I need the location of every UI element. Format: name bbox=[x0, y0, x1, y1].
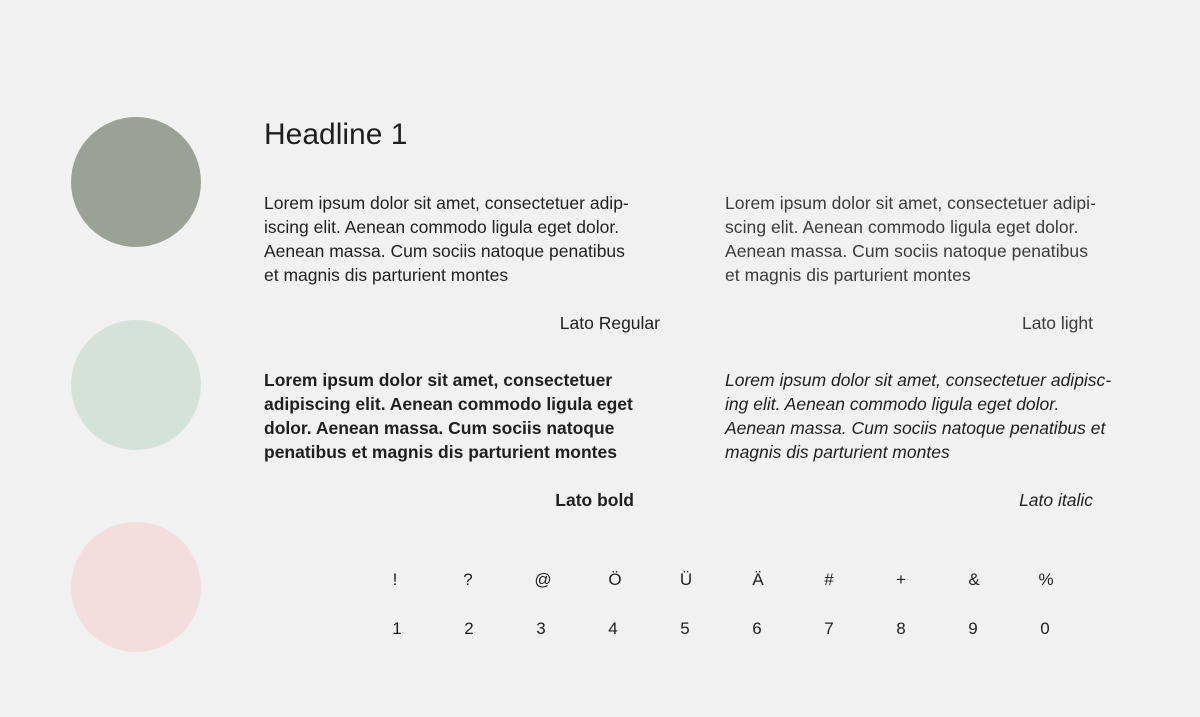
glyph-number: 6 bbox=[752, 619, 762, 638]
glyph-number: 8 bbox=[896, 619, 906, 638]
paragraph-line: Aenean massa. Cum sociis natoque penatibus bbox=[264, 241, 625, 261]
glyph-symbol: Ü bbox=[679, 570, 693, 589]
glyph-symbol: ? bbox=[463, 570, 473, 589]
paragraph-regular bbox=[264, 191, 629, 287]
paragraph-line: Aenean massa. Cum sociis natoque penatibus et bbox=[725, 418, 1106, 438]
glyph-number: 7 bbox=[824, 619, 834, 638]
color-swatch-sage bbox=[71, 117, 201, 247]
glyph-number: 2 bbox=[464, 619, 474, 638]
paragraph-light bbox=[725, 191, 1096, 287]
headline: Headline 1 bbox=[264, 118, 408, 151]
paragraph-line: et magnis dis parturient montes bbox=[264, 265, 509, 285]
paragraph-line: Lorem ipsum dolor sit amet, consectetuer adipi- bbox=[725, 193, 1096, 213]
paragraph-line: Lorem ipsum dolor sit amet, consectetuer bbox=[264, 370, 613, 390]
paragraph-italic bbox=[725, 368, 1111, 464]
paragraph-line: Aenean massa. Cum sociis natoque penatibus bbox=[725, 241, 1089, 261]
paragraph-line: magnis dis parturient montes bbox=[725, 442, 950, 462]
caption-lato-light: Lato light bbox=[1021, 313, 1093, 333]
glyph-number: 0 bbox=[1040, 619, 1050, 638]
paragraph-line: iscing elit. Aenean commodo ligula eget dolor. bbox=[264, 217, 620, 237]
paragraph-line: Lorem ipsum dolor sit amet, consectetuer adipisc- bbox=[725, 370, 1112, 390]
glyph-symbol: Ö bbox=[608, 570, 622, 589]
paragraph-line: dolor. Aenean massa. Cum sociis natoque bbox=[264, 418, 615, 438]
paragraph-line: et magnis dis parturient montes bbox=[725, 265, 971, 285]
paragraph-line: penatibus et magnis dis parturient montes bbox=[264, 442, 617, 462]
glyph-symbol: + bbox=[896, 570, 906, 589]
paragraph-line: Lorem ipsum dolor sit amet, consectetuer adip- bbox=[264, 193, 629, 213]
glyph-number: 9 bbox=[968, 619, 978, 638]
glyph-number: 5 bbox=[680, 619, 690, 638]
glyph-symbol: ! bbox=[392, 570, 398, 589]
caption-lato-regular: Lato Regular bbox=[559, 313, 660, 333]
caption-lato-bold: Lato bold bbox=[555, 490, 634, 510]
glyph-number: 1 bbox=[392, 619, 402, 638]
glyph-symbol: # bbox=[824, 570, 834, 589]
glyph-number: 3 bbox=[536, 619, 546, 638]
glyph-symbol: @ bbox=[534, 570, 552, 589]
paragraph-bold bbox=[264, 368, 633, 464]
paragraph-line: adipiscing elit. Aenean commodo ligula eget bbox=[264, 394, 633, 414]
color-swatch-mint bbox=[71, 320, 201, 450]
glyph-symbol: % bbox=[1038, 570, 1054, 589]
caption-lato-italic: Lato italic bbox=[1019, 490, 1093, 510]
paragraph-line: scing elit. Aenean commodo ligula eget dolor. bbox=[725, 217, 1079, 237]
paragraph-line: ing elit. Aenean commodo ligula eget dolor. bbox=[725, 394, 1060, 414]
glyph-symbol: Ä bbox=[752, 570, 764, 589]
color-swatch-blush bbox=[71, 522, 201, 652]
glyph-number: 4 bbox=[608, 619, 618, 638]
glyph-symbol: & bbox=[968, 570, 980, 589]
